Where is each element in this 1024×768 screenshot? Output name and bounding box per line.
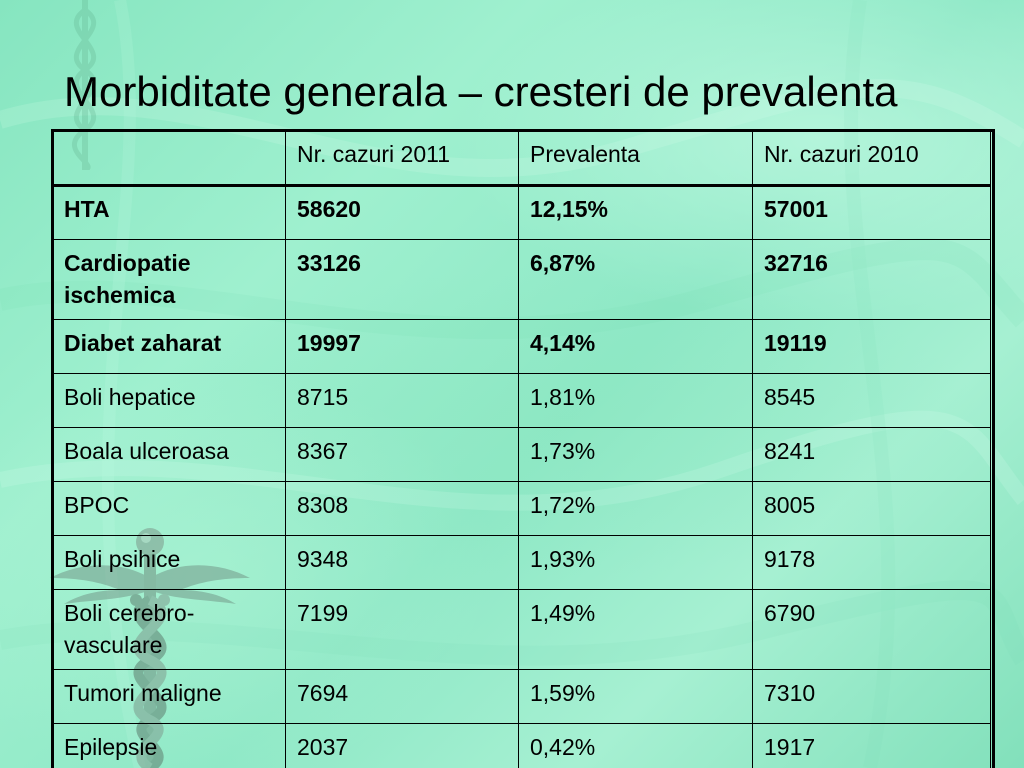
cell-cases-2011: 8715 [286,374,519,428]
cell-disease: Boli cerebro-vasculare [53,590,286,670]
cell-cases-2011: 8367 [286,428,519,482]
cell-disease: Boli psihice [53,536,286,590]
table-row [53,482,991,536]
cell-disease: Boala ulceroasa [53,428,286,482]
slide-title: Morbiditate generala – cresteri de prevalenta [64,68,898,115]
cell-prevalence: 6,87% [519,240,753,320]
table-row [53,670,991,724]
table-row [53,240,991,320]
table-row [53,186,991,240]
cell-cases-2010: 8241 [753,428,991,482]
cell-cases-2010: 57001 [753,186,991,240]
cell-prevalence: 1,73% [519,428,753,482]
cell-cases-2011: 19997 [286,320,519,374]
cell-disease: Diabet zaharat [53,320,286,374]
table-row [53,590,991,670]
cell-cases-2010: 9178 [753,536,991,590]
cell-cases-2010: 19119 [753,320,991,374]
header-cell-prevalence: Prevalenta [519,131,753,186]
header-cell-empty [53,131,286,186]
cell-prevalence: 1,93% [519,536,753,590]
table-row [53,724,991,768]
table-row [53,320,991,374]
header-cell-cases-2011: Nr. cazuri 2011 [286,131,519,186]
cell-cases-2011: 7694 [286,670,519,724]
cell-cases-2010: 8545 [753,374,991,428]
table-header-row [53,131,991,186]
cell-prevalence: 1,81% [519,374,753,428]
cell-disease: Epilepsie [53,724,286,768]
cell-prevalence: 4,14% [519,320,753,374]
cell-cases-2011: 2037 [286,724,519,768]
cell-prevalence: 12,15% [519,186,753,240]
table-row [53,374,991,428]
cell-cases-2011: 58620 [286,186,519,240]
table-row [53,536,991,590]
cell-cases-2011: 8308 [286,482,519,536]
cell-prevalence: 1,72% [519,482,753,536]
cell-cases-2010: 32716 [753,240,991,320]
cell-cases-2010: 8005 [753,482,991,536]
cell-disease: Cardiopatie ischemica [53,240,286,320]
cell-disease: Tumori maligne [53,670,286,724]
cell-prevalence: 1,59% [519,670,753,724]
cell-disease: BPOC [53,482,286,536]
cell-cases-2011: 7199 [286,590,519,670]
cell-cases-2011: 33126 [286,240,519,320]
cell-disease: HTA [53,186,286,240]
cell-prevalence: 0,42% [519,724,753,768]
cell-prevalence: 1,49% [519,590,753,670]
cell-cases-2010: 1917 [753,724,991,768]
cell-disease: Boli hepatice [53,374,286,428]
cell-cases-2010: 7310 [753,670,991,724]
table-row [53,428,991,482]
header-cell-cases-2010: Nr. cazuri 2010 [753,131,991,186]
cell-cases-2010: 6790 [753,590,991,670]
prevalence-table [52,130,991,768]
cell-cases-2011: 9348 [286,536,519,590]
